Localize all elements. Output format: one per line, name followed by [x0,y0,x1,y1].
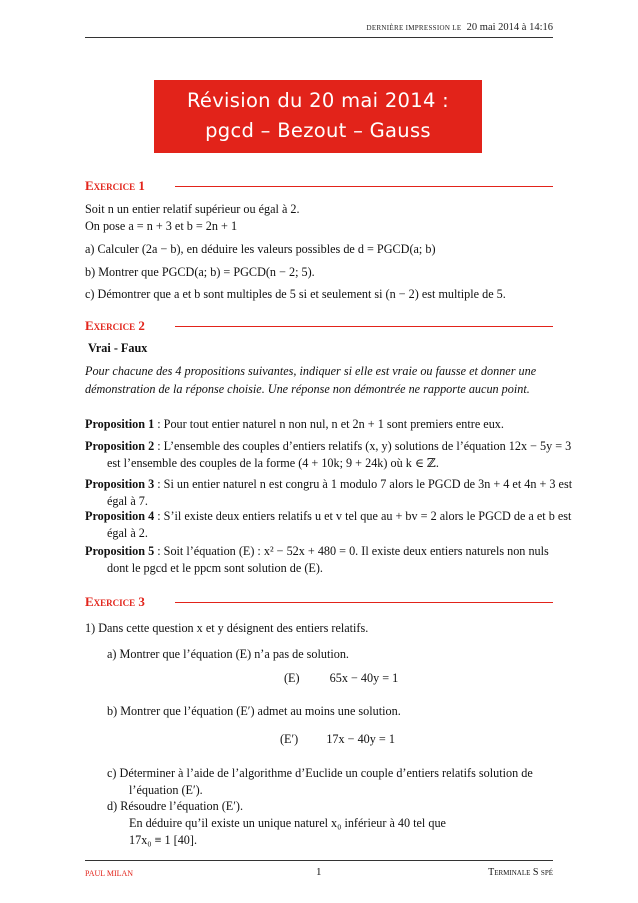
ex3-question-b: b) Montrer que l’équation (E′) admet au moins une solution. [107,704,401,718]
ex3-question-a: a) Montrer que l’équation (E) n’a pas de solution. [107,647,349,661]
proposition-1 [85,416,551,433]
proposition-3-text: : Si un entier naturel n est congru à 1 modulo 7 alors le PGCD de 3n + 4 et 4n + 3 est égal à 7. [107,477,573,508]
proposition-5-text: : Soit l’équation (E) : x² − 52x + 480 = 0. Il existe deux entiers naturels non nuls dont le pgcd et le ppcm sont solution de (E). [107,544,549,575]
print-header [367,22,553,33]
equation-E-prime-label: (E′) [280,732,299,746]
print-header-date: 20 mai 2014 à 14:16 [466,22,553,33]
ex1-intro-1: Soit n un entier relatif supérieur ou égal à 2. [85,202,300,216]
ex1-question-c: c) Démontrer que a et b sont multiples de 5 si et seulement si (n − 2) est multiple de 5. [85,287,506,301]
equation-E-label: (E) [284,671,300,685]
ex3-question-d: d) Résoudre l’équation (E′). [107,799,244,813]
equation-E-body: 65x − 40y = 1 [329,671,399,685]
ex3-question-c: c) Déterminer à l’aide de l’algorithme d’Euclide un couple d’entiers relatifs solution de l’équation (E′). [107,766,533,797]
proposition-3 [85,476,573,510]
proposition-1-label: Proposition 1 [85,417,155,431]
footer-class: Terminale S spé [488,867,553,878]
equation-E [284,671,398,686]
proposition-4 [85,508,573,542]
footer-page-number: 1 [316,866,322,878]
proposition-3-label: Proposition 3 [85,477,155,491]
ex1-question-b: b) Montrer que PGCD(a; b) = PGCD(n − 2; 5). [85,265,315,279]
ex3-question-d-line-3: 17x₀ ≡ 1 [40]. [129,833,197,847]
proposition-2-label: Proposition 2 [85,439,155,453]
proposition-4-text: : S’il existe deux entiers relatifs u et v tel que au + bv = 2 alors le PGCD de a et b est égal à 2. [107,509,572,540]
exercise-2-title: Exercice 2 [85,318,145,333]
footer-rule [85,860,553,861]
title-banner [154,80,482,153]
ex2-instructions: Pour chacune des 4 propositions suivantes, indiquer si elle est vraie ou fausse et donner une démonstration de la réponse choisie. Une réponse non démontrée ne rapporte aucun point. [85,364,537,396]
print-header-prefix: DERNIÈRE IMPRESSION LE [366,24,462,32]
ex2-subtitle: Vrai - Faux [88,341,148,355]
proposition-2-text: : L’ensemble des couples d’entiers relatifs (x, y) solutions de l’équation 12x − 5y = 3 est l’ensemble des couples de la forme (4 + 10k; 9 + 24k) où k ∈ ℤ. [107,439,572,470]
exercise-3-heading [85,594,553,610]
title-line-2: pgcd – Bezout – Gauss [205,119,431,142]
title-line-1: Révision du 20 mai 2014 : [186,89,450,112]
exercise-3-rule [175,602,553,603]
ex3-question-1: 1) Dans cette question x et y désignent des entiers relatifs. [85,621,369,635]
proposition-1-text: : Pour tout entier naturel n non nul, n et 2n + 1 sont premiers entre eux. [154,417,504,431]
exercise-1-heading [85,178,553,194]
ex1-question-a: a) Calculer (2a − b), en déduire les valeurs possibles de d = PGCD(a; b) [85,242,436,256]
ex3-question-d-line-2: En déduire qu’il existe un unique naturel x₀ inférieur à 40 tel que [129,816,446,830]
exercise-2-rule [175,326,553,327]
footer-author: PAUL MILAN [85,869,134,878]
proposition-2 [85,438,573,472]
equation-E-prime-body: 17x − 40y = 1 [326,732,395,746]
equation-E-prime [280,732,395,747]
exercise-1-rule [175,186,553,187]
header-rule [85,37,553,38]
proposition-5 [85,543,573,577]
exercise-2-heading [85,318,553,334]
proposition-4-label: Proposition 4 [85,509,155,523]
ex1-intro-2: On pose a = n + 3 et b = 2n + 1 [85,219,238,233]
exercise-1-title: Exercice 1 [85,178,145,193]
exercise-3-title: Exercice 3 [85,594,145,609]
proposition-5-label: Proposition 5 [85,544,155,558]
